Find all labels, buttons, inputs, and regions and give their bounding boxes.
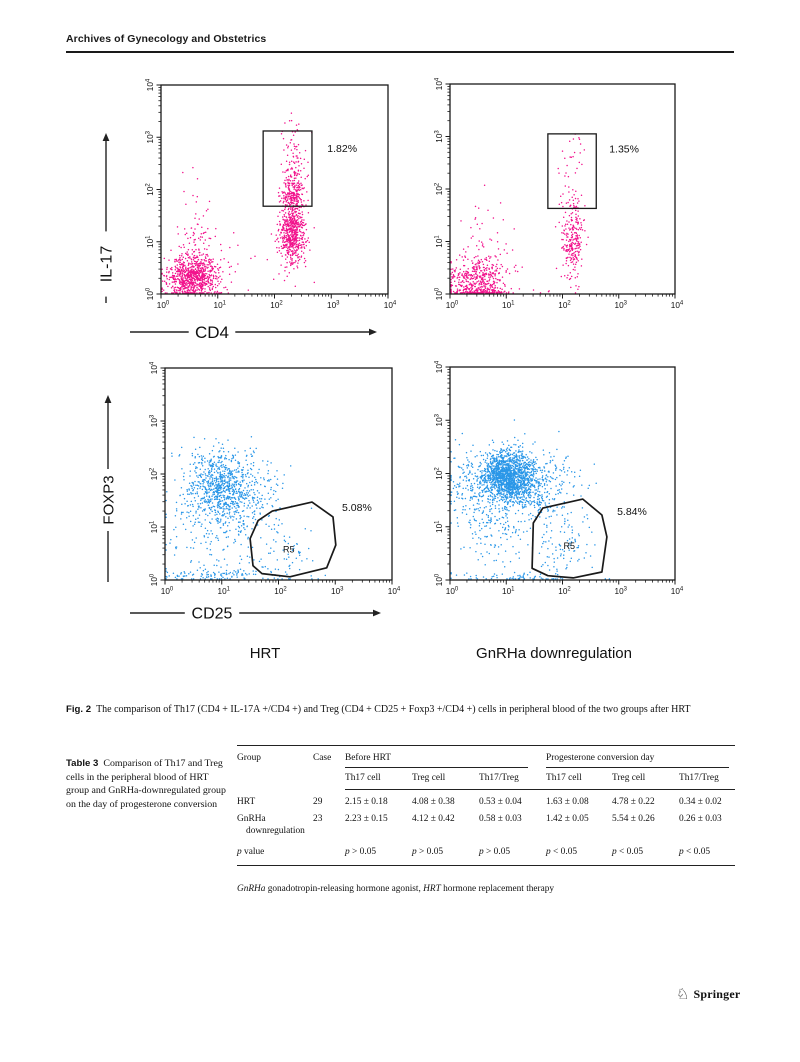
axis-tick-label: $10^2$ <box>434 467 444 480</box>
axis-tick-label: $10^3$ <box>434 130 444 143</box>
x-axis-arrowhead <box>373 610 381 617</box>
table-cell: 0.53 ± 0.04 <box>479 797 522 808</box>
gate-polygon <box>250 502 336 577</box>
table-cell: HRT <box>237 796 256 807</box>
springer-knight-icon: ♘ <box>676 985 690 1003</box>
column-header: Th17/Treg <box>679 770 735 790</box>
plot-frame <box>161 85 388 294</box>
column-header: Treg cell <box>412 770 479 790</box>
table-3 <box>237 745 735 866</box>
column-header: Group <box>237 753 261 763</box>
axis-tick-label: $10^1$ <box>145 235 155 248</box>
x-axis-label: CD4 <box>194 322 230 342</box>
axis-tick-label: $10^0$ <box>445 300 459 310</box>
figure-caption-label: Fig. 2 <box>66 704 92 715</box>
figure-group-label-gnrha: GnRHa downregulation <box>476 645 632 662</box>
table-cell: 1.42 ± 0.05 <box>546 813 589 824</box>
scatter-points <box>451 134 588 293</box>
table-row <box>237 790 735 811</box>
scatter-points <box>451 420 609 579</box>
axis-tick-label: $10^3$ <box>149 414 159 428</box>
table-cell: 4.78 ± 0.22 <box>612 797 655 808</box>
column-group-header: Before HRT <box>345 746 546 771</box>
axis-tick-label: $10^4$ <box>434 77 444 91</box>
axis-tick-label: $10^4$ <box>145 78 155 92</box>
scatter-points <box>162 113 314 293</box>
flow-plot-gnrha-treg <box>435 360 684 596</box>
table-cell: 1.63 ± 0.08 <box>546 797 589 808</box>
figure-caption <box>66 703 734 717</box>
table-head <box>237 746 735 790</box>
axis-tick-label: $10^2$ <box>274 586 287 596</box>
axis-tick-label: $10^0$ <box>445 586 459 596</box>
x-axis-arrowhead <box>369 329 377 336</box>
table-cell: p < 0.05 <box>546 847 578 858</box>
axis-tick-label: $10^0$ <box>434 287 444 301</box>
scatter-points <box>166 437 325 579</box>
gate-region-label: R5 <box>563 541 576 552</box>
column-header: Case <box>313 753 332 763</box>
table-cell: p value <box>237 847 265 858</box>
axis-tick-label: $10^2$ <box>434 182 444 196</box>
flow-plot-gnrha-th17 <box>435 77 684 310</box>
axis-tick-label: $10^4$ <box>670 586 684 596</box>
table-footnote: GnRHa gonadotropin-releasing hormone agonist, HRT hormone replacement therapy <box>237 884 555 894</box>
table-cell <box>313 839 345 866</box>
axis-tick-label: $10^3$ <box>327 300 340 310</box>
axis-tick-label: $10^0$ <box>434 573 444 587</box>
table-body <box>237 790 735 866</box>
x-axis-label: CD25 <box>191 605 233 623</box>
y-axis-arrowhead <box>105 395 112 403</box>
axis-tick-label: $10^0$ <box>145 287 155 301</box>
axis-tick-label: $10^4$ <box>149 361 159 375</box>
table-cell: p > 0.05 <box>345 847 377 858</box>
plot-frame <box>165 368 392 580</box>
column-header: Treg cell <box>612 770 679 790</box>
table-cell: p > 0.05 <box>412 847 444 858</box>
axis-tick-label: $10^1$ <box>502 300 515 310</box>
axis-tick-label: $10^1$ <box>434 235 444 248</box>
gate-percentage-label: 5.84% <box>617 506 647 519</box>
axis-tick-label: $10^4$ <box>434 360 444 374</box>
table-cell: 2.15 ± 0.18 <box>345 797 388 808</box>
table-cell: p < 0.05 <box>612 847 644 858</box>
column-group-header: Progesterone conversion day <box>546 746 735 771</box>
table-caption <box>66 757 230 812</box>
axis-tick-label: $10^1$ <box>502 586 515 596</box>
axis-tick-label: $10^4$ <box>383 300 397 310</box>
flow-plot-hrt-th17 <box>99 78 397 342</box>
gate-percentage-label: 1.82% <box>327 142 358 155</box>
axis-tick-label: $10^1$ <box>149 520 159 534</box>
axis-tick-label: $10^3$ <box>434 414 444 427</box>
table-cell: 0.26 ± 0.03 <box>679 813 722 824</box>
axis-tick-label: $10^3$ <box>145 131 155 144</box>
axis-tick-label: $10^0$ <box>160 586 174 596</box>
axis-tick-label: $10^4$ <box>670 300 684 310</box>
publisher-name: Springer <box>693 987 741 1001</box>
table-cell: 0.58 ± 0.03 <box>479 813 522 824</box>
flow-plot-hrt-treg <box>100 361 401 622</box>
gate-region-label: R5 <box>282 544 295 555</box>
publisher-mark <box>676 987 740 1002</box>
table-row <box>237 811 735 839</box>
plot-frame <box>450 84 675 294</box>
axis-tick-label: $10^2$ <box>145 183 155 196</box>
axis-tick-label: $10^2$ <box>270 300 283 310</box>
table-caption-text: Comparison of Th17 and Treg cells in the peripheral blood of HRT group and GnRHa-downregulated group on the day of progesterone conversion <box>66 757 226 810</box>
axis-tick-label: $10^3$ <box>614 300 627 310</box>
axis-tick-label: $10^3$ <box>614 586 627 596</box>
table-cell: 4.08 ± 0.38 <box>412 797 455 808</box>
table-cell: 29 <box>313 796 323 807</box>
figure-caption-text: The comparison of Th17 (CD4 + IL-17A +/CD4 +) and Treg (CD4 + CD25 + Foxp3 +/CD4 +) cells in peripheral blood of the two groups after HRT <box>96 704 691 715</box>
figure-group-label-hrt: HRT <box>249 645 281 662</box>
axis-tick-label: $10^1$ <box>434 520 444 533</box>
axis-tick-label: $10^3$ <box>331 586 344 596</box>
table-row <box>237 839 735 866</box>
table-cell: GnRHa downregulation <box>237 813 305 836</box>
gate-percentage-label: 5.08% <box>342 502 372 515</box>
axis-tick-label: $10^1$ <box>217 586 230 596</box>
y-axis-label: FOXP3 <box>100 475 118 525</box>
table-cell: p < 0.05 <box>679 847 711 858</box>
column-header: Th17 cell <box>546 770 612 790</box>
table-cell: 0.34 ± 0.02 <box>679 797 722 808</box>
journal-title: Archives of Gynecology and Obstetrics <box>66 33 267 45</box>
column-header: Th17/Treg <box>479 770 546 790</box>
axis-tick-label: $10^2$ <box>558 300 571 310</box>
table-cell: p > 0.05 <box>479 847 511 858</box>
table-cell: 2.23 ± 0.15 <box>345 813 388 824</box>
table-cell: 23 <box>313 813 323 824</box>
table-caption-label: Table 3 <box>66 757 99 769</box>
axis-tick-label: $10^1$ <box>213 300 226 310</box>
gate-percentage-label: 1.35% <box>609 143 639 156</box>
table-group-header-row <box>237 746 735 771</box>
table-cell: 4.12 ± 0.42 <box>412 813 455 824</box>
y-axis-arrowhead <box>103 133 110 141</box>
axis-tick-label: $10^2$ <box>149 467 159 481</box>
axis-tick-label: $10^0$ <box>156 300 170 310</box>
y-axis-label: IL-17 <box>98 245 116 283</box>
axis-tick-label: $10^0$ <box>149 573 159 587</box>
column-header: Th17 cell <box>345 770 412 790</box>
table-cell: 5.54 ± 0.26 <box>612 813 655 824</box>
axis-tick-label: $10^2$ <box>558 586 571 596</box>
axis-tick-label: $10^4$ <box>387 586 401 596</box>
